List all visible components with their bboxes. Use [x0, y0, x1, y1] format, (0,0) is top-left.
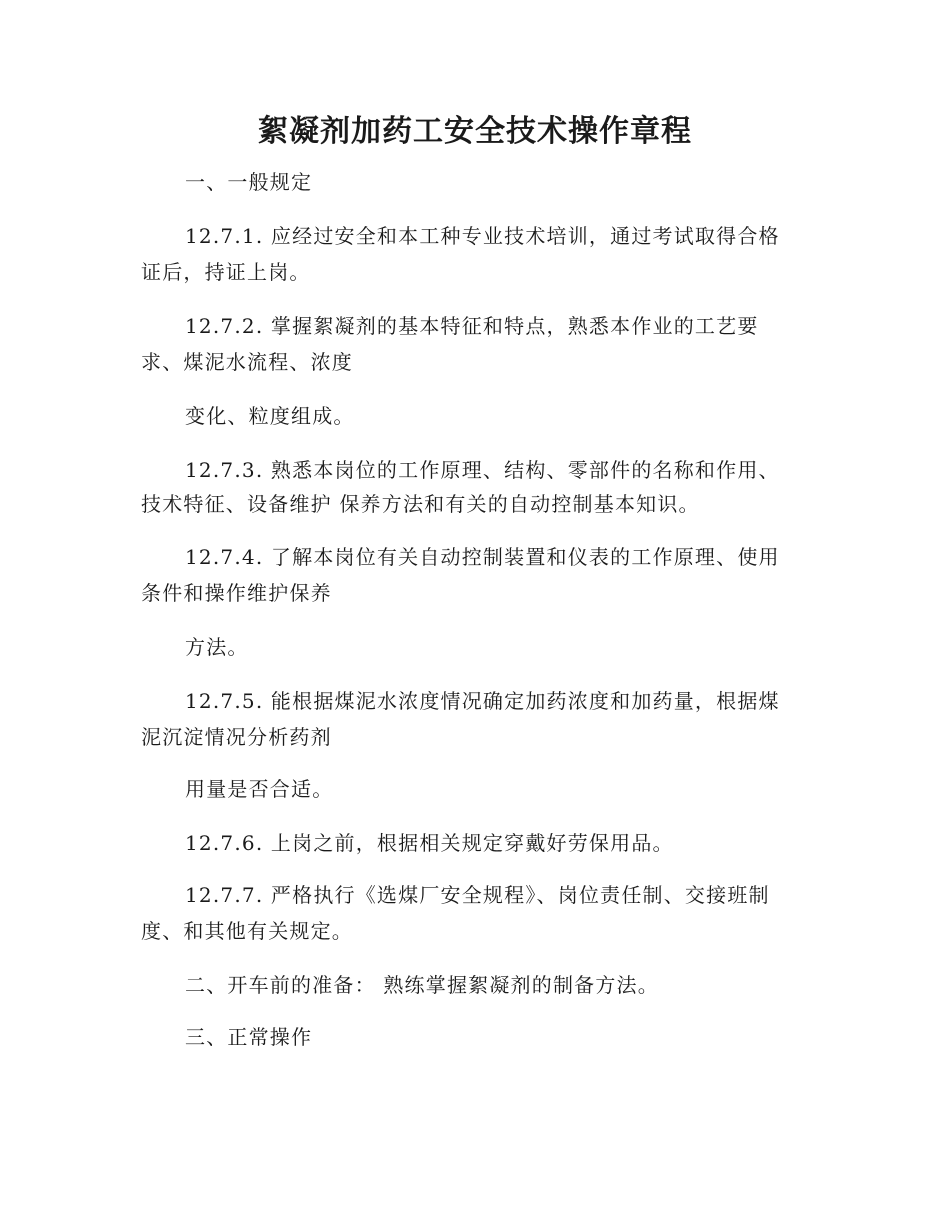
clause-12-7-4: 12.7.4. 了解本岗位有关自动控制装置和仪表的工作原理、使用 [185, 545, 780, 569]
clause-12-7-5-cont: 泥沉淀情况分析药剂 [141, 725, 332, 749]
clause-12-7-5-cont-2: 用量是否合适。 [185, 777, 334, 801]
clause-12-7-7-cont: 度、和其他有关规定。 [141, 919, 353, 943]
clause-12-7-6: 12.7.6. 上岗之前，根据相关规定穿戴好劳保用品。 [185, 831, 674, 855]
clause-12-7-3: 12.7.3. 熟悉本岗位的工作原理、结构、零部件的名称和作用、 [185, 458, 780, 482]
clause-12-7-5: 12.7.5. 能根据煤泥水浓度情况确定加药浓度和加药量，根据煤 [185, 689, 780, 713]
clause-12-7-1-cont: 证后，持证上岗。 [141, 260, 311, 284]
clause-12-7-3-cont: 技术特征、设备维护 保养方法和有关的自动控制基本知识。 [141, 492, 700, 516]
section-heading-preparation: 二、开车前的准备： 熟练掌握絮凝剂的制备方法。 [185, 973, 659, 997]
clause-12-7-2-cont: 求、煤泥水流程、浓度 [141, 350, 353, 374]
document-title: 絮凝剂加药工安全技术操作章程 [258, 114, 692, 149]
clause-12-7-4-cont: 条件和操作维护保养 [141, 581, 332, 605]
section-heading-normal-operation: 三、正常操作 [185, 1025, 313, 1049]
clause-12-7-1: 12.7.1. 应经过安全和本工种专业技术培训，通过考试取得合格 [185, 224, 780, 248]
clause-12-7-7: 12.7.7. 严格执行《选煤厂安全规程》、岗位责任制、交接班制 [185, 883, 770, 907]
clause-12-7-4-cont-2: 方法。 [185, 635, 249, 659]
clause-12-7-2-cont-2: 变化、粒度组成。 [185, 404, 355, 428]
clause-12-7-2: 12.7.2. 掌握絮凝剂的基本特征和特点，熟悉本作业的工艺要 [185, 314, 759, 338]
section-heading-general: 一、一般规定 [185, 170, 313, 194]
